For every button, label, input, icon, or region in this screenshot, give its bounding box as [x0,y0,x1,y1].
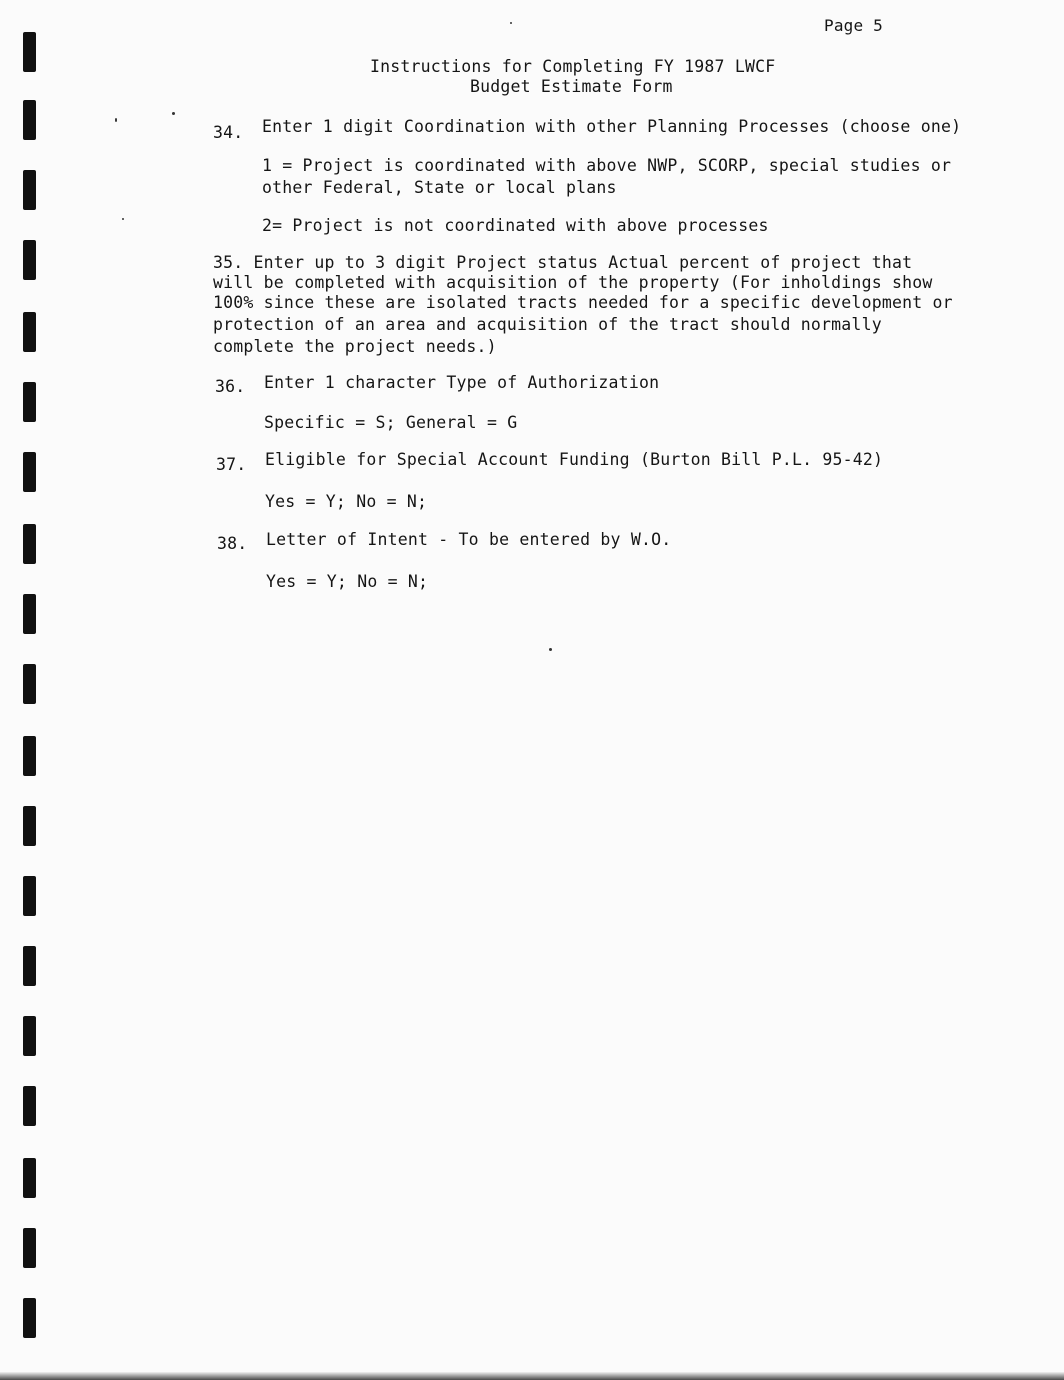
item-option: Yes = Y; No = N; [266,572,429,591]
page-subtitle: Budget Estimate Form [470,77,673,96]
item-text-line: protection of an area and acquisition of the tract should normally [213,315,882,334]
item-text: Enter 1 digit Coordination with other Planning Processes (choose one) [262,117,962,136]
binder-hole [23,594,36,634]
item-text-line: complete the project needs.) [213,337,497,356]
binder-hole [23,1086,36,1126]
page-number: Page 5 [824,16,883,35]
item-number: 37. [216,455,247,474]
scan-speck [172,112,175,115]
binder-hole [23,524,36,564]
binder-hole [23,664,36,704]
binder-hole [23,736,36,776]
binder-hole [23,1158,36,1198]
binder-hole [23,170,36,210]
binder-hole [23,876,36,916]
item-text-line: 35. Enter up to 3 digit Project status Actual percent of project that [213,253,913,272]
binder-hole [23,806,36,846]
item-number: 34. [213,123,244,142]
item-text-line: will be completed with acquisition of the property (For inholdings show [213,273,933,292]
binder-hole [23,1228,36,1268]
scan-speck [510,22,512,24]
scan-speck [549,648,552,651]
item-option: 1 = Project is coordinated with above NWP, SCORP, special studies or [262,156,952,175]
binder-hole [23,1016,36,1056]
item-text-line: 100% since these are isolated tracts needed for a specific development or [213,293,953,312]
binder-hole [23,240,36,280]
binder-hole [23,946,36,986]
item-text: Eligible for Special Account Funding (Burton Bill P.L. 95-42) [265,450,884,469]
binder-hole [23,452,36,492]
item-option-continued: other Federal, State or local plans [262,178,617,197]
item-text: Enter 1 character Type of Authorization [264,373,660,392]
binder-hole [23,382,36,422]
scan-bottom-edge [0,1372,1064,1380]
scan-speck [115,118,117,122]
scan-speck [122,218,124,220]
item-option: Specific = S; General = G [264,413,518,432]
binder-hole [23,1298,36,1338]
item-option: Yes = Y; No = N; [265,492,428,511]
item-number: 38. [217,534,248,553]
item-option: 2= Project is not coordinated with above processes [262,216,769,235]
item-number: 36. [215,377,246,396]
page-title: Instructions for Completing FY 1987 LWCF [370,57,776,76]
binder-hole [23,312,36,352]
binder-hole [23,32,36,72]
item-text: Letter of Intent - To be entered by W.O. [266,530,672,549]
binder-hole [23,100,36,140]
